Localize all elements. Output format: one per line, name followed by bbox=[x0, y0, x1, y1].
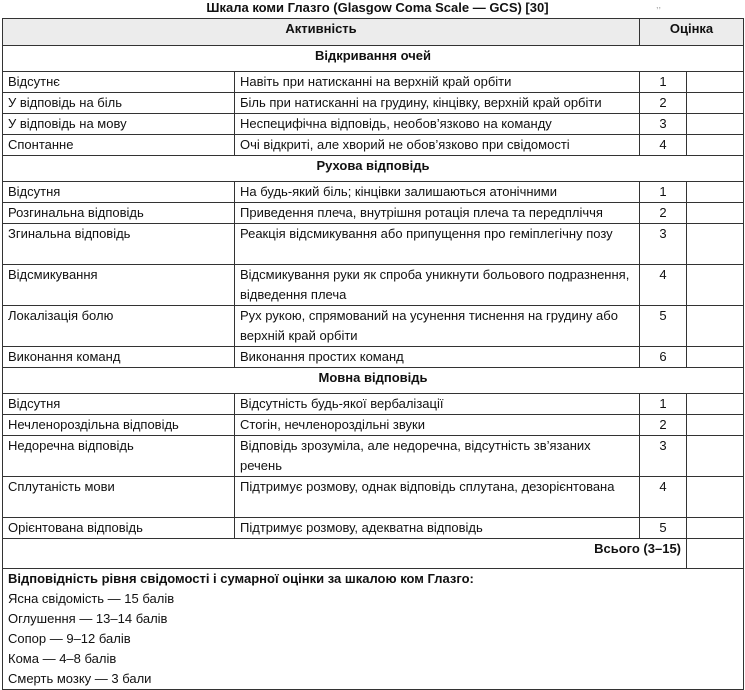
total-label: Всього (3–15) bbox=[3, 539, 687, 569]
checkbox-cell bbox=[687, 415, 744, 436]
response-desc: Неспецифічна відповідь, необов’язково на команду bbox=[235, 114, 640, 135]
section-title: Рухова відповідь bbox=[3, 156, 744, 182]
table-row bbox=[3, 394, 744, 415]
response-score: 4 bbox=[640, 135, 687, 156]
response-score: 2 bbox=[640, 93, 687, 114]
checkbox-cell bbox=[687, 347, 744, 368]
section-verbal-response bbox=[3, 368, 744, 539]
table-row bbox=[3, 114, 744, 135]
response-score: 5 bbox=[640, 518, 687, 539]
response-name: Відсмикування bbox=[3, 265, 235, 306]
gcs-table bbox=[2, 18, 744, 690]
response-desc: Відповідь зрозуміла, але недоречна, відсутність зв’язаних речень bbox=[235, 436, 640, 477]
table-row bbox=[3, 203, 744, 224]
response-name: Відсутнє bbox=[3, 72, 235, 93]
response-name: Розгинальна відповідь bbox=[3, 203, 235, 224]
checkbox-cell bbox=[687, 182, 744, 203]
corner-mark: ,, bbox=[656, 0, 662, 10]
table-row bbox=[3, 415, 744, 436]
response-desc: Підтримує розмову, однак відповідь сплутана, дезорієнтована bbox=[235, 477, 640, 518]
response-desc: Виконання простих команд bbox=[235, 347, 640, 368]
table-row bbox=[3, 135, 744, 156]
table-row bbox=[3, 477, 744, 518]
response-desc: Навіть при натисканні на верхній край орбіти bbox=[235, 72, 640, 93]
response-score: 2 bbox=[640, 415, 687, 436]
table-row bbox=[3, 182, 744, 203]
checkbox-cell bbox=[687, 477, 744, 518]
checkbox-cell bbox=[687, 518, 744, 539]
response-score: 4 bbox=[640, 265, 687, 306]
response-name: Спонтанне bbox=[3, 135, 235, 156]
response-name: Недоречна відповідь bbox=[3, 436, 235, 477]
checkbox-cell bbox=[687, 265, 744, 306]
checkbox-cell bbox=[687, 394, 744, 415]
response-score: 4 bbox=[640, 477, 687, 518]
response-score: 2 bbox=[640, 203, 687, 224]
checkbox-cell bbox=[687, 436, 744, 477]
response-name: Орієнтована відповідь bbox=[3, 518, 235, 539]
response-score: 3 bbox=[640, 224, 687, 265]
response-desc: Реакція відсмикування або припущення про геміплегічну позу bbox=[235, 224, 640, 265]
response-name: У відповідь на мову bbox=[3, 114, 235, 135]
interpretation-line: Оглушення — 13–14 балів bbox=[8, 611, 168, 626]
response-name: Нечленороздільна відповідь bbox=[3, 415, 235, 436]
table-row bbox=[3, 224, 744, 265]
interpretation-line: Смерть мозку — 3 бали bbox=[8, 671, 152, 686]
response-score: 1 bbox=[640, 394, 687, 415]
response-desc: Очі відкриті, але хворий не обов’язково при свідомості bbox=[235, 135, 640, 156]
response-desc: Підтримує розмову, адекватна відповідь bbox=[235, 518, 640, 539]
checkbox-cell bbox=[687, 93, 744, 114]
table-row bbox=[3, 306, 744, 347]
response-score: 1 bbox=[640, 72, 687, 93]
table-title: Шкала коми Глазго (Glasgow Coma Scale — GCS) [30] bbox=[206, 0, 549, 15]
table-row bbox=[3, 518, 744, 539]
checkbox-cell bbox=[687, 224, 744, 265]
section-motor-response bbox=[3, 156, 744, 368]
interpretation-line: Кома — 4–8 балів bbox=[8, 651, 117, 666]
response-desc: Рух рукою, спрямований на усунення тиснення на грудину або верхній край орбіти bbox=[235, 306, 640, 347]
interpretation-line: Ясна свідомість — 15 балів bbox=[8, 591, 175, 606]
interpretation-line: Сопор — 9–12 балів bbox=[8, 631, 131, 646]
response-name: Відсутня bbox=[3, 182, 235, 203]
section-title: Мовна відповідь bbox=[3, 368, 744, 394]
table-row bbox=[3, 72, 744, 93]
total-value-cell bbox=[687, 539, 744, 569]
response-desc: На будь-який біль; кінцівки залишаються атонічними bbox=[235, 182, 640, 203]
interpretation-title: Відповідність рівня свідомості і сумарної оцінки за шкалою ком Глазго: bbox=[8, 571, 474, 586]
activity-header: Активність bbox=[3, 19, 640, 46]
response-score: 3 bbox=[640, 114, 687, 135]
response-name: Згинальна відповідь bbox=[3, 224, 235, 265]
response-name: Сплутаність мови bbox=[3, 477, 235, 518]
response-score: 1 bbox=[640, 182, 687, 203]
score-header: Оцінка bbox=[640, 19, 744, 46]
checkbox-cell bbox=[687, 203, 744, 224]
checkbox-cell bbox=[687, 72, 744, 93]
table-row bbox=[3, 93, 744, 114]
response-desc: Відсутність будь-якої вербалізації bbox=[235, 394, 640, 415]
response-desc: Приведення плеча, внутрішня ротація плеча та передпліччя bbox=[235, 203, 640, 224]
response-desc: Відсмикування руки як спроба уникнути больового подразнення, відведення плеча bbox=[235, 265, 640, 306]
response-desc: Біль при натисканні на грудину, кінцівку, верхній край орбіти bbox=[235, 93, 640, 114]
section-title: Відкривання очей bbox=[3, 46, 744, 72]
section-eye-opening bbox=[3, 46, 744, 156]
checkbox-cell bbox=[687, 306, 744, 347]
response-name: У відповідь на біль bbox=[3, 93, 235, 114]
table-row bbox=[3, 436, 744, 477]
interpretation-box bbox=[3, 569, 744, 690]
response-score: 3 bbox=[640, 436, 687, 477]
table-row bbox=[3, 347, 744, 368]
response-desc: Стогін, нечленороздільні звуки bbox=[235, 415, 640, 436]
response-score: 5 bbox=[640, 306, 687, 347]
checkbox-cell bbox=[687, 114, 744, 135]
response-score: 6 bbox=[640, 347, 687, 368]
checkbox-cell bbox=[687, 135, 744, 156]
response-name: Локалізація болю bbox=[3, 306, 235, 347]
table-row bbox=[3, 265, 744, 306]
response-name: Виконання команд bbox=[3, 347, 235, 368]
totals bbox=[3, 539, 744, 690]
response-name: Відсутня bbox=[3, 394, 235, 415]
